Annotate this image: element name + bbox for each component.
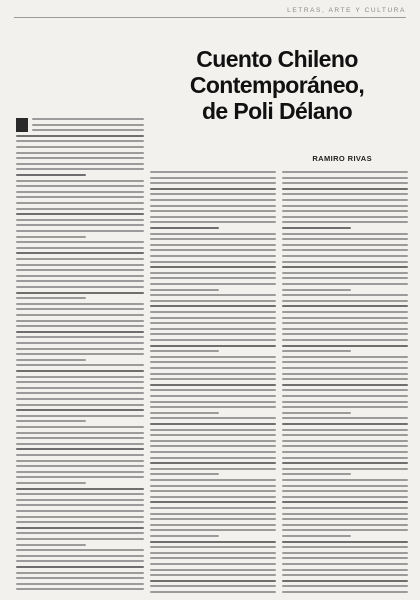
- text-line-placeholder: [150, 283, 276, 285]
- text-line-placeholder: [282, 462, 408, 464]
- text-line-placeholder: [150, 367, 276, 369]
- text-line-placeholder: [150, 580, 276, 582]
- text-line-placeholder: [16, 297, 86, 299]
- text-line-placeholder: [150, 238, 276, 240]
- text-line-placeholder: [16, 191, 144, 193]
- author-byline: RAMIRO RIVAS: [312, 154, 372, 163]
- text-line-placeholder: [16, 560, 144, 562]
- text-line-placeholder: [16, 437, 144, 439]
- drop-cap: [16, 118, 28, 132]
- text-line-placeholder: [282, 395, 408, 397]
- text-line-placeholder: [150, 356, 276, 358]
- text-line-placeholder: [150, 205, 276, 207]
- text-line-placeholder: [150, 496, 276, 498]
- title-line-2: Contemporáneo,: [189, 72, 365, 98]
- text-line-placeholder: [16, 241, 144, 243]
- text-line-placeholder: [150, 473, 219, 475]
- text-line-placeholder: [16, 572, 144, 574]
- article-title: [146, 46, 408, 124]
- text-line-placeholder: [150, 546, 276, 548]
- text-line-placeholder: [16, 230, 144, 232]
- text-line-placeholder: [150, 233, 276, 235]
- text-line-placeholder: [16, 264, 144, 266]
- text-line-placeholder: [16, 488, 144, 490]
- text-line-placeholder: [150, 524, 276, 526]
- text-line-placeholder: [282, 451, 408, 453]
- text-line-placeholder: [150, 507, 276, 509]
- text-line-placeholder: [16, 549, 144, 551]
- text-line-placeholder: [16, 465, 144, 467]
- text-line-placeholder: [16, 325, 144, 327]
- text-line-placeholder: [150, 468, 276, 470]
- text-line-placeholder: [150, 417, 276, 419]
- text-line-placeholder: [282, 457, 408, 459]
- text-line-placeholder: [150, 541, 276, 543]
- text-line-placeholder: [150, 501, 276, 503]
- text-line-placeholder: [16, 426, 144, 428]
- text-line-placeholder: [150, 552, 276, 554]
- text-line-placeholder: [150, 249, 276, 251]
- text-line-placeholder: [282, 210, 408, 212]
- text-line-placeholder: [150, 373, 276, 375]
- text-line-placeholder: [150, 317, 276, 319]
- text-line-placeholder: [32, 129, 144, 131]
- text-line-placeholder: [16, 476, 144, 478]
- text-line-placeholder: [282, 440, 408, 442]
- text-line-placeholder: [282, 333, 408, 335]
- text-line-placeholder: [16, 135, 144, 137]
- text-line-placeholder: [282, 373, 408, 375]
- text-line-placeholder: [282, 468, 408, 470]
- text-line-placeholder: [16, 544, 86, 546]
- text-line-placeholder: [150, 199, 276, 201]
- text-line-placeholder: [282, 328, 408, 330]
- text-line-placeholder: [282, 485, 408, 487]
- text-line-placeholder: [150, 557, 276, 559]
- column-2-illegible-text: [150, 170, 276, 594]
- text-line-placeholder: [16, 521, 144, 523]
- text-line-placeholder: [150, 350, 219, 352]
- text-line-placeholder: [16, 247, 144, 249]
- text-line-placeholder: [282, 412, 351, 414]
- text-line-placeholder: [16, 213, 144, 215]
- text-line-placeholder: [16, 454, 144, 456]
- text-line-placeholder: [16, 588, 144, 590]
- text-line-placeholder: [282, 580, 408, 582]
- text-line-placeholder: [282, 563, 408, 565]
- text-line-placeholder: [16, 342, 144, 344]
- text-line-placeholder: [282, 227, 351, 229]
- text-line-placeholder: [282, 518, 408, 520]
- text-line-placeholder: [282, 272, 408, 274]
- text-line-placeholder: [16, 208, 144, 210]
- text-line-placeholder: [282, 434, 408, 436]
- text-line-placeholder: [282, 524, 408, 526]
- text-line-placeholder: [282, 490, 408, 492]
- text-line-placeholder: [150, 518, 276, 520]
- text-line-placeholder: [282, 401, 408, 403]
- text-line-placeholder: [282, 479, 408, 481]
- text-line-placeholder: [150, 412, 219, 414]
- text-line-placeholder: [150, 345, 276, 347]
- text-line-placeholder: [150, 188, 276, 190]
- title-line-3: de Poli Délano: [201, 98, 353, 124]
- text-line-placeholder: [282, 417, 408, 419]
- text-line-placeholder: [150, 440, 276, 442]
- text-line-placeholder: [282, 311, 408, 313]
- text-line-placeholder: [282, 277, 408, 279]
- column-1-illegible-text: [16, 117, 144, 593]
- text-line-placeholder: [32, 124, 144, 126]
- text-line-placeholder: [150, 585, 276, 587]
- text-line-placeholder: [16, 527, 144, 529]
- text-line-placeholder: [150, 311, 276, 313]
- title-line-1: Cuento Chileno: [196, 46, 358, 72]
- text-line-placeholder: [150, 563, 276, 565]
- text-line-placeholder: [16, 152, 144, 154]
- text-line-placeholder: [150, 266, 276, 268]
- text-line-placeholder: [282, 507, 408, 509]
- text-line-placeholder: [282, 501, 408, 503]
- text-line-placeholder: [282, 569, 408, 571]
- text-line-placeholder: [16, 448, 144, 450]
- text-line-placeholder: [282, 389, 408, 391]
- text-line-placeholder: [16, 392, 144, 394]
- text-line-placeholder: [16, 269, 144, 271]
- text-line-placeholder: [282, 199, 408, 201]
- text-line-placeholder: [150, 378, 276, 380]
- text-line-placeholder: [32, 118, 144, 120]
- text-line-placeholder: [282, 171, 408, 173]
- text-line-placeholder: [16, 348, 144, 350]
- text-line-placeholder: [16, 387, 144, 389]
- text-line-placeholder: [282, 445, 408, 447]
- text-line-placeholder: [282, 529, 408, 531]
- text-line-placeholder: [282, 322, 408, 324]
- text-line-placeholder: [282, 339, 408, 341]
- text-line-placeholder: [16, 163, 144, 165]
- text-line-placeholder: [16, 493, 144, 495]
- text-line-placeholder: [150, 395, 276, 397]
- text-line-placeholder: [150, 462, 276, 464]
- text-line-placeholder: [282, 367, 408, 369]
- text-line-placeholder: [16, 336, 144, 338]
- text-line-placeholder: [150, 177, 276, 179]
- text-line-placeholder: [282, 193, 408, 195]
- text-line-placeholder: [16, 280, 144, 282]
- text-line-placeholder: [150, 221, 276, 223]
- text-line-placeholder: [282, 350, 351, 352]
- text-line-placeholder: [16, 555, 144, 557]
- text-line-placeholder: [282, 188, 408, 190]
- text-line-placeholder: [150, 529, 276, 531]
- text-line-placeholder: [150, 389, 276, 391]
- text-line-placeholder: [282, 294, 408, 296]
- text-line-placeholder: [150, 322, 276, 324]
- text-line-placeholder: [282, 233, 408, 235]
- text-line-placeholder: [16, 510, 144, 512]
- text-line-placeholder: [150, 272, 276, 274]
- text-line-placeholder: [16, 292, 144, 294]
- text-line-placeholder: [16, 140, 144, 142]
- text-line-placeholder: [16, 532, 144, 534]
- text-line-placeholder: [16, 219, 144, 221]
- text-line-placeholder: [16, 314, 144, 316]
- text-line-placeholder: [282, 305, 408, 307]
- text-line-placeholder: [150, 401, 276, 403]
- text-line-placeholder: [150, 591, 276, 593]
- text-line-placeholder: [150, 300, 276, 302]
- text-line-placeholder: [282, 496, 408, 498]
- text-line-placeholder: [16, 331, 144, 333]
- text-line-placeholder: [16, 180, 144, 182]
- text-line-placeholder: [150, 574, 276, 576]
- text-line-placeholder: [150, 289, 219, 291]
- text-line-placeholder: [282, 557, 408, 559]
- text-line-placeholder: [16, 224, 144, 226]
- text-line-placeholder: [150, 569, 276, 571]
- text-line-placeholder: [282, 345, 408, 347]
- text-line-placeholder: [16, 409, 144, 411]
- text-line-placeholder: [16, 146, 144, 148]
- text-line-placeholder: [150, 384, 276, 386]
- text-line-placeholder: [282, 356, 408, 358]
- text-line-placeholder: [150, 406, 276, 408]
- text-line-placeholder: [282, 255, 408, 257]
- text-line-placeholder: [282, 513, 408, 515]
- header-rule: [14, 17, 406, 18]
- text-line-placeholder: [150, 216, 276, 218]
- text-line-placeholder: [16, 460, 144, 462]
- column-3-illegible-text: [282, 170, 408, 594]
- text-line-placeholder: [150, 485, 276, 487]
- text-line-placeholder: [282, 249, 408, 251]
- text-line-placeholder: [16, 404, 144, 406]
- text-line-placeholder: [150, 244, 276, 246]
- text-line-placeholder: [282, 552, 408, 554]
- text-line-placeholder: [150, 255, 276, 257]
- text-line-placeholder: [282, 473, 351, 475]
- text-line-placeholder: [150, 227, 219, 229]
- text-line-placeholder: [282, 244, 408, 246]
- text-line-placeholder: [16, 196, 144, 198]
- text-line-placeholder: [16, 376, 144, 378]
- text-line-placeholder: [16, 577, 144, 579]
- text-line-placeholder: [16, 308, 144, 310]
- text-line-placeholder: [16, 353, 144, 355]
- text-line-placeholder: [16, 252, 144, 254]
- text-line-placeholder: [282, 216, 408, 218]
- text-line-placeholder: [16, 303, 144, 305]
- text-line-placeholder: [16, 566, 144, 568]
- text-line-placeholder: [16, 420, 86, 422]
- text-line-placeholder: [16, 168, 144, 170]
- text-line-placeholder: [16, 432, 144, 434]
- text-line-placeholder: [282, 361, 408, 363]
- text-line-placeholder: [282, 266, 408, 268]
- text-line-placeholder: [282, 289, 351, 291]
- text-line-placeholder: [150, 328, 276, 330]
- text-line-placeholder: [150, 294, 276, 296]
- text-line-placeholder: [282, 300, 408, 302]
- text-line-placeholder: [150, 423, 276, 425]
- text-line-placeholder: [16, 275, 144, 277]
- text-line-placeholder: [16, 443, 144, 445]
- text-line-placeholder: [282, 541, 408, 543]
- text-line-placeholder: [16, 471, 144, 473]
- text-line-placeholder: [16, 286, 144, 288]
- text-line-placeholder: [16, 174, 86, 176]
- text-line-placeholder: [282, 384, 408, 386]
- text-line-placeholder: [282, 283, 408, 285]
- text-line-placeholder: [282, 423, 408, 425]
- text-line-placeholder: [150, 193, 276, 195]
- text-line-placeholder: [282, 182, 408, 184]
- text-line-placeholder: [150, 451, 276, 453]
- text-line-placeholder: [282, 221, 408, 223]
- text-line-placeholder: [282, 261, 408, 263]
- text-line-placeholder: [282, 317, 408, 319]
- text-line-placeholder: [16, 359, 86, 361]
- text-line-placeholder: [16, 202, 144, 204]
- text-line-placeholder: [16, 370, 144, 372]
- text-line-placeholder: [150, 445, 276, 447]
- text-line-placeholder: [150, 305, 276, 307]
- text-line-placeholder: [150, 210, 276, 212]
- text-line-placeholder: [282, 177, 408, 179]
- text-line-placeholder: [16, 398, 144, 400]
- text-line-placeholder: [282, 591, 408, 593]
- text-line-placeholder: [16, 516, 144, 518]
- text-line-placeholder: [150, 490, 276, 492]
- text-line-placeholder: [16, 185, 144, 187]
- text-line-placeholder: [282, 378, 408, 380]
- text-line-placeholder: [16, 504, 144, 506]
- text-line-placeholder: [16, 499, 144, 501]
- text-line-placeholder: [16, 364, 144, 366]
- text-line-placeholder: [282, 535, 351, 537]
- text-line-placeholder: [16, 482, 86, 484]
- text-line-placeholder: [282, 406, 408, 408]
- text-line-placeholder: [16, 258, 144, 260]
- text-line-placeholder: [282, 238, 408, 240]
- text-line-placeholder: [150, 429, 276, 431]
- text-line-placeholder: [282, 574, 408, 576]
- text-line-placeholder: [150, 171, 276, 173]
- text-line-placeholder: [150, 277, 276, 279]
- text-line-placeholder: [16, 538, 144, 540]
- running-head: LETRAS, ARTE Y CULTURA: [287, 7, 406, 14]
- text-line-placeholder: [150, 182, 276, 184]
- text-line-placeholder: [16, 320, 144, 322]
- text-line-placeholder: [150, 434, 276, 436]
- text-line-placeholder: [16, 236, 86, 238]
- text-line-placeholder: [16, 157, 144, 159]
- text-line-placeholder: [16, 381, 144, 383]
- text-line-placeholder: [16, 415, 144, 417]
- text-line-placeholder: [150, 339, 276, 341]
- text-line-placeholder: [150, 479, 276, 481]
- text-line-placeholder: [150, 457, 276, 459]
- text-line-placeholder: [282, 546, 408, 548]
- text-line-placeholder: [150, 361, 276, 363]
- text-line-placeholder: [16, 583, 144, 585]
- text-line-placeholder: [150, 261, 276, 263]
- text-line-placeholder: [150, 535, 219, 537]
- text-line-placeholder: [282, 585, 408, 587]
- text-line-placeholder: [282, 205, 408, 207]
- text-line-placeholder: [282, 429, 408, 431]
- text-line-placeholder: [150, 333, 276, 335]
- text-line-placeholder: [150, 513, 276, 515]
